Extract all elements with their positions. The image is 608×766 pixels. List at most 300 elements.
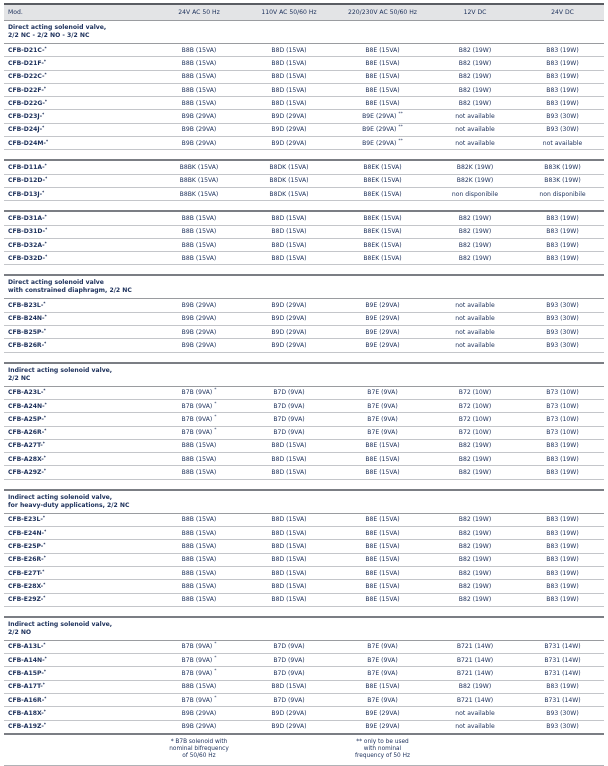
coil-cell	[429, 44, 517, 57]
model-cell	[4, 211, 152, 225]
model-code: CFB-D22C-	[8, 73, 45, 81]
coil-cell	[429, 593, 517, 606]
coil-value: B8E (15VA)	[365, 683, 400, 691]
section-title-row	[4, 490, 604, 514]
coil-value: B93 (30W)	[546, 723, 579, 731]
table-row	[4, 83, 604, 96]
coil-value: B9D (29VA)	[271, 139, 307, 147]
section-title-pad	[242, 363, 604, 387]
coil-value: B9B (29VA)	[181, 723, 217, 731]
coil-cell	[152, 187, 242, 200]
coil-cell	[152, 580, 242, 593]
coil-value: B83 (19W)	[546, 228, 579, 236]
header-24v-ac: 24V AC 50 Hz	[152, 4, 242, 21]
coil-value: B8BK (15VA)	[179, 177, 219, 185]
coil-value: B7B (9VA)	[181, 415, 213, 423]
coil-cell	[517, 386, 604, 399]
coil-cell	[517, 680, 604, 693]
table-row	[4, 399, 604, 412]
coil-cell	[242, 399, 332, 412]
coil-cell	[429, 707, 517, 720]
coil-value: B82 (19W)	[458, 469, 492, 477]
coil-cell	[332, 70, 429, 83]
coil-cell	[517, 326, 604, 339]
coil-value: B8DK (15VA)	[269, 190, 309, 198]
coil-cell	[152, 566, 242, 579]
coil-cell	[242, 83, 332, 96]
section-gap	[4, 150, 604, 161]
coil-value: B8EK (15VA)	[363, 164, 402, 172]
coil-value: B8D (15VA)	[271, 582, 307, 590]
model-suffix-mark: *	[44, 163, 47, 169]
model-cell	[4, 580, 152, 593]
coil-cell	[242, 654, 332, 667]
coil-cell	[517, 566, 604, 579]
coil-value: B7E (9VA)	[367, 656, 398, 664]
model-cell	[4, 44, 152, 57]
coil-cell	[152, 174, 242, 187]
coil-value: B8D (15VA)	[271, 683, 307, 691]
model-suffix-mark: *	[42, 189, 45, 195]
model-code: CFB-B25P-	[8, 328, 44, 336]
coil-cell	[242, 187, 332, 200]
coil-cell	[332, 174, 429, 187]
header-24v-dc: 24V DC	[517, 4, 604, 21]
coil-value: B93 (30W)	[546, 341, 579, 349]
coil-value: B82 (19W)	[458, 46, 492, 54]
coil-value: B83 (19W)	[546, 59, 579, 67]
coil-value: B7D (9VA)	[273, 402, 305, 410]
coil-value: B8D (15VA)	[271, 59, 307, 67]
coil-value: B82K (19W)	[456, 177, 494, 185]
table-row	[4, 174, 604, 187]
coil-cell	[242, 386, 332, 399]
coil-value: B8B (15VA)	[181, 516, 217, 524]
model-code: CFB-A27T-	[8, 442, 43, 450]
coil-cell	[152, 312, 242, 325]
model-cell	[4, 123, 152, 136]
coil-value: B7D (9VA)	[273, 670, 305, 678]
table-row	[4, 580, 604, 593]
table-row	[4, 238, 604, 251]
model-code: CFB-B23L-	[8, 302, 44, 310]
model-code: CFB-A23L-	[8, 389, 44, 397]
coil-cell	[152, 160, 242, 174]
model-cell	[4, 326, 152, 339]
footnote-mark: *	[214, 401, 217, 407]
coil-cell	[517, 160, 604, 174]
coil-value: B73 (10W)	[546, 402, 579, 410]
model-suffix-mark: *	[43, 642, 46, 648]
table-row	[4, 680, 604, 693]
coil-cell	[332, 211, 429, 225]
model-suffix-mark: *	[43, 468, 46, 474]
coil-cell	[332, 399, 429, 412]
coil-cell	[152, 453, 242, 466]
coil-value: B82 (19W)	[458, 73, 492, 81]
coil-cell	[332, 83, 429, 96]
coil-value: B8B (15VA)	[181, 683, 217, 691]
coil-value: B8EK (15VA)	[363, 228, 402, 236]
footnote-mark: **	[398, 125, 403, 131]
model-suffix-mark: *	[44, 528, 47, 534]
model-suffix-mark: *	[45, 253, 48, 259]
footnote-line: * B7B solenoid with	[170, 739, 228, 746]
coil-value: B9D (29VA)	[271, 126, 307, 134]
coil-cell	[332, 426, 429, 439]
table-row	[4, 693, 604, 706]
coil-value: B8E (15VA)	[365, 516, 400, 524]
footnote-mark: *	[214, 388, 217, 394]
model-code: CFB-D11A-	[8, 164, 45, 172]
coil-value: B8D (15VA)	[271, 228, 307, 236]
coil-cell	[429, 426, 517, 439]
coil-value: B9B (29VA)	[181, 113, 217, 121]
coil-cell	[332, 667, 429, 680]
coil-value: B82 (19W)	[458, 241, 492, 249]
model-code: CFB-A16R-	[8, 696, 45, 704]
section-title-line: Indirect acting solenoid valve,	[8, 366, 113, 374]
coil-cell	[242, 123, 332, 136]
table-row	[4, 339, 604, 352]
section-title-row	[4, 21, 604, 44]
model-cell	[4, 680, 152, 693]
coil-value: not available	[455, 302, 495, 310]
coil-value: B721 (14W)	[456, 670, 494, 678]
coil-value: B93 (30W)	[546, 315, 579, 323]
coil-cell	[332, 238, 429, 251]
coil-cell	[517, 580, 604, 593]
coil-value: B73 (10W)	[546, 415, 579, 423]
table-body	[4, 21, 604, 766]
coil-cell	[332, 326, 429, 339]
model-cell	[4, 453, 152, 466]
model-cell	[4, 426, 152, 439]
coil-value: B9E (29VA)	[362, 113, 397, 121]
gap-cell	[4, 150, 604, 161]
coil-cell	[242, 70, 332, 83]
table-row	[4, 326, 604, 339]
model-cell	[4, 57, 152, 70]
coil-cell	[517, 299, 604, 312]
coil-value: B9D (29VA)	[271, 341, 307, 349]
coil-cell	[242, 312, 332, 325]
model-code: CFB-A18X-	[8, 709, 44, 717]
coil-cell	[152, 97, 242, 110]
coil-value: B8EK (15VA)	[363, 254, 402, 262]
coil-cell	[332, 513, 429, 526]
coil-value: B7B (9VA)	[181, 643, 213, 651]
coil-cell	[517, 593, 604, 606]
coil-value: B9B (29VA)	[181, 302, 217, 310]
coil-value: not available	[455, 328, 495, 336]
coil-cell	[517, 693, 604, 706]
section-title-line: with constrained diaphragm, 2/2 NC	[8, 287, 132, 295]
coil-cell	[517, 312, 604, 325]
coil-value: B8B (15VA)	[181, 556, 217, 564]
coil-value: B8B (15VA)	[181, 73, 217, 81]
table-row	[4, 225, 604, 238]
model-cell	[4, 83, 152, 96]
model-code: CFB-D32A-	[8, 241, 45, 249]
coil-cell	[332, 386, 429, 399]
coil-value: B83 (19W)	[546, 73, 579, 81]
table-row	[4, 70, 604, 83]
coil-value: B8B (15VA)	[181, 455, 217, 463]
coil-cell	[517, 225, 604, 238]
model-cell	[4, 252, 152, 265]
coil-value: B83 (19W)	[546, 469, 579, 477]
coil-cell	[429, 137, 517, 150]
model-suffix-mark: *	[43, 388, 46, 394]
section-title-line: Indirect acting solenoid valve,	[8, 493, 113, 501]
coil-cell	[429, 667, 517, 680]
section-title-row	[4, 617, 604, 641]
model-cell	[4, 238, 152, 251]
table-row	[4, 540, 604, 553]
model-suffix-mark: *	[42, 112, 45, 118]
coil-value: B7D (9VA)	[273, 389, 305, 397]
model-suffix-mark: *	[43, 708, 46, 714]
coil-cell	[242, 667, 332, 680]
coil-value: B8E (15VA)	[365, 556, 400, 564]
model-code: CFB-A24N-	[8, 402, 45, 410]
section-title-row	[4, 363, 604, 387]
model-suffix-mark: *	[43, 58, 46, 64]
model-cell	[4, 225, 152, 238]
table-row	[4, 187, 604, 200]
model-suffix-mark: *	[45, 176, 48, 182]
model-suffix-mark: *	[44, 428, 47, 434]
coil-value: B72 (10W)	[458, 402, 492, 410]
coil-value: B8D (15VA)	[271, 455, 307, 463]
coil-value: B9D (29VA)	[271, 302, 307, 310]
table-row	[4, 527, 604, 540]
model-cell	[4, 160, 152, 174]
coil-value: B8DK (15VA)	[269, 177, 309, 185]
coil-value: B8B (15VA)	[181, 214, 217, 222]
coil-value: B731 (14W)	[544, 670, 581, 678]
model-code: CFB-A19Z-	[8, 723, 44, 731]
coil-value: B8E (15VA)	[365, 542, 400, 550]
coil-cell	[152, 299, 242, 312]
footnote-line: with nominal	[363, 746, 402, 753]
table-row	[4, 513, 604, 526]
coil-cell	[429, 566, 517, 579]
coil-value: B82 (19W)	[458, 683, 492, 691]
coil-cell	[429, 174, 517, 187]
coil-value: B8D (15VA)	[271, 569, 307, 577]
gap-cell	[4, 606, 604, 617]
coil-cell	[242, 540, 332, 553]
section-gap	[4, 352, 604, 363]
coil-cell	[517, 527, 604, 540]
coil-cell	[152, 693, 242, 706]
coil-cell	[517, 238, 604, 251]
model-suffix-mark: *	[44, 240, 47, 246]
model-cell	[4, 553, 152, 566]
model-suffix-mark: *	[45, 227, 48, 233]
model-code: CFB-B26R-	[8, 341, 45, 349]
coil-cell	[429, 326, 517, 339]
coil-value: B8D (15VA)	[271, 516, 307, 524]
section-title	[4, 21, 242, 44]
coil-value: B8E (15VA)	[365, 46, 400, 54]
table-row	[4, 57, 604, 70]
section-title	[4, 490, 242, 514]
coil-value: B8EK (15VA)	[363, 190, 402, 198]
model-suffix-mark: *	[44, 655, 47, 661]
model-code: CFB-B24N-	[8, 315, 45, 323]
coil-value: non disponibile	[539, 190, 586, 198]
coil-value: B82 (19W)	[458, 596, 492, 604]
coil-value: B8D (15VA)	[271, 556, 307, 564]
coil-cell	[152, 386, 242, 399]
coil-cell	[152, 707, 242, 720]
model-cell	[4, 707, 152, 720]
model-cell	[4, 693, 152, 706]
coil-value: B7B (9VA)	[181, 696, 213, 704]
model-cell	[4, 654, 152, 667]
coil-cell	[332, 187, 429, 200]
coil-value: B82 (19W)	[458, 542, 492, 550]
gap-cell	[4, 265, 604, 276]
table-row	[4, 654, 604, 667]
coil-cell	[517, 413, 604, 426]
model-code: CFB-E23L-	[8, 516, 43, 524]
coil-cell	[242, 513, 332, 526]
coil-value: B9E (29VA)	[365, 315, 400, 323]
model-cell	[4, 566, 152, 579]
coil-value: B8B (15VA)	[181, 46, 217, 54]
coil-value: B82 (19W)	[458, 442, 492, 450]
coil-value: B82 (19W)	[458, 99, 492, 107]
coil-cell	[152, 413, 242, 426]
coil-cell	[517, 97, 604, 110]
model-code: CFB-D12D-	[8, 177, 46, 185]
coil-cell	[429, 83, 517, 96]
coil-value: B9E (29VA)	[362, 126, 397, 134]
coil-value: B8EK (15VA)	[363, 241, 402, 249]
section-title-line: 2/2 NC	[8, 374, 31, 382]
model-code: CFB-E28X-	[8, 582, 44, 590]
coil-cell	[152, 252, 242, 265]
coil-cell	[152, 110, 242, 123]
coil-cell	[332, 57, 429, 70]
coil-cell	[242, 693, 332, 706]
model-code: CFB-E26R-	[8, 556, 44, 564]
coil-cell	[517, 453, 604, 466]
coil-cell	[242, 640, 332, 653]
table-row	[4, 466, 604, 479]
coil-cell	[152, 513, 242, 526]
coil-value: B9D (29VA)	[271, 328, 307, 336]
coil-cell	[332, 312, 429, 325]
coil-value: non disponibile	[451, 190, 499, 198]
coil-value: B8B (15VA)	[181, 254, 217, 262]
coil-value: B7B (9VA)	[181, 402, 213, 410]
section-title-row	[4, 275, 604, 299]
coil-value: B8E (15VA)	[365, 529, 400, 537]
coil-cell	[429, 453, 517, 466]
model-code: CFB-A13L-	[8, 643, 44, 651]
coil-value: not available	[455, 723, 495, 731]
coil-cell	[517, 339, 604, 352]
coil-value: B9B (29VA)	[181, 328, 217, 336]
model-code: CFB-A28X-	[8, 455, 44, 463]
coil-cell	[332, 707, 429, 720]
coil-cell	[517, 707, 604, 720]
coil-value: B9E (29VA)	[365, 709, 400, 717]
model-cell	[4, 720, 152, 734]
model-code: CFB-D24J-	[8, 126, 43, 134]
table-row	[4, 44, 604, 57]
coil-cell	[517, 110, 604, 123]
section-title-pad	[242, 617, 604, 641]
coil-cell	[517, 540, 604, 553]
coil-value: B8D (15VA)	[271, 99, 307, 107]
coil-cell	[152, 211, 242, 225]
coil-cell	[429, 693, 517, 706]
coil-cell	[332, 137, 429, 150]
coil-value: B8B (15VA)	[181, 596, 217, 604]
coil-cell	[517, 174, 604, 187]
model-suffix-mark: *	[43, 414, 46, 420]
coil-cell	[429, 720, 517, 734]
coil-cell	[332, 540, 429, 553]
coil-value: B83 (19W)	[546, 529, 579, 537]
model-suffix-mark: *	[43, 595, 46, 601]
model-code: CFB-D31D-	[8, 228, 46, 236]
model-code: CFB-A26R-	[8, 429, 45, 437]
table-row	[4, 707, 604, 720]
coil-cell	[242, 439, 332, 452]
coil-cell	[517, 399, 604, 412]
coil-value: B7B (9VA)	[181, 389, 213, 397]
coil-value: B8B (15VA)	[181, 86, 217, 94]
model-code: CFB-E24N-	[8, 529, 45, 537]
coil-cell	[332, 593, 429, 606]
coil-cell	[429, 513, 517, 526]
coil-cell	[242, 553, 332, 566]
table-row	[4, 123, 604, 136]
section-title-line: Direct acting solenoid valve	[8, 279, 104, 287]
coil-value: B9B (29VA)	[181, 341, 217, 349]
coil-value: B9D (29VA)	[271, 113, 307, 121]
coil-value: B8D (15VA)	[271, 542, 307, 550]
coil-cell	[242, 44, 332, 57]
coil-value: B82 (19W)	[458, 86, 492, 94]
model-code: CFB-D21C-	[8, 46, 45, 54]
coil-cell	[242, 97, 332, 110]
coil-value: B8E (15VA)	[365, 582, 400, 590]
coil-value: B82 (19W)	[458, 569, 492, 577]
coil-value: B8D (15VA)	[271, 254, 307, 262]
coil-value: B9E (29VA)	[362, 139, 397, 147]
coil-value: not available	[455, 709, 495, 717]
coil-value: B9B (29VA)	[181, 315, 217, 323]
model-cell	[4, 640, 152, 653]
coil-cell	[517, 123, 604, 136]
section-title-line: for heavy-duty applications, 2/2 NC	[8, 501, 130, 509]
coil-cell	[332, 453, 429, 466]
section-title-line: Direct acting solenoid valve,	[8, 24, 107, 31]
coil-cell	[242, 57, 332, 70]
model-suffix-mark: *	[42, 441, 45, 447]
coil-cell	[429, 252, 517, 265]
model-code: CFB-E25P-	[8, 542, 44, 550]
header-model: Mod.	[4, 4, 152, 21]
